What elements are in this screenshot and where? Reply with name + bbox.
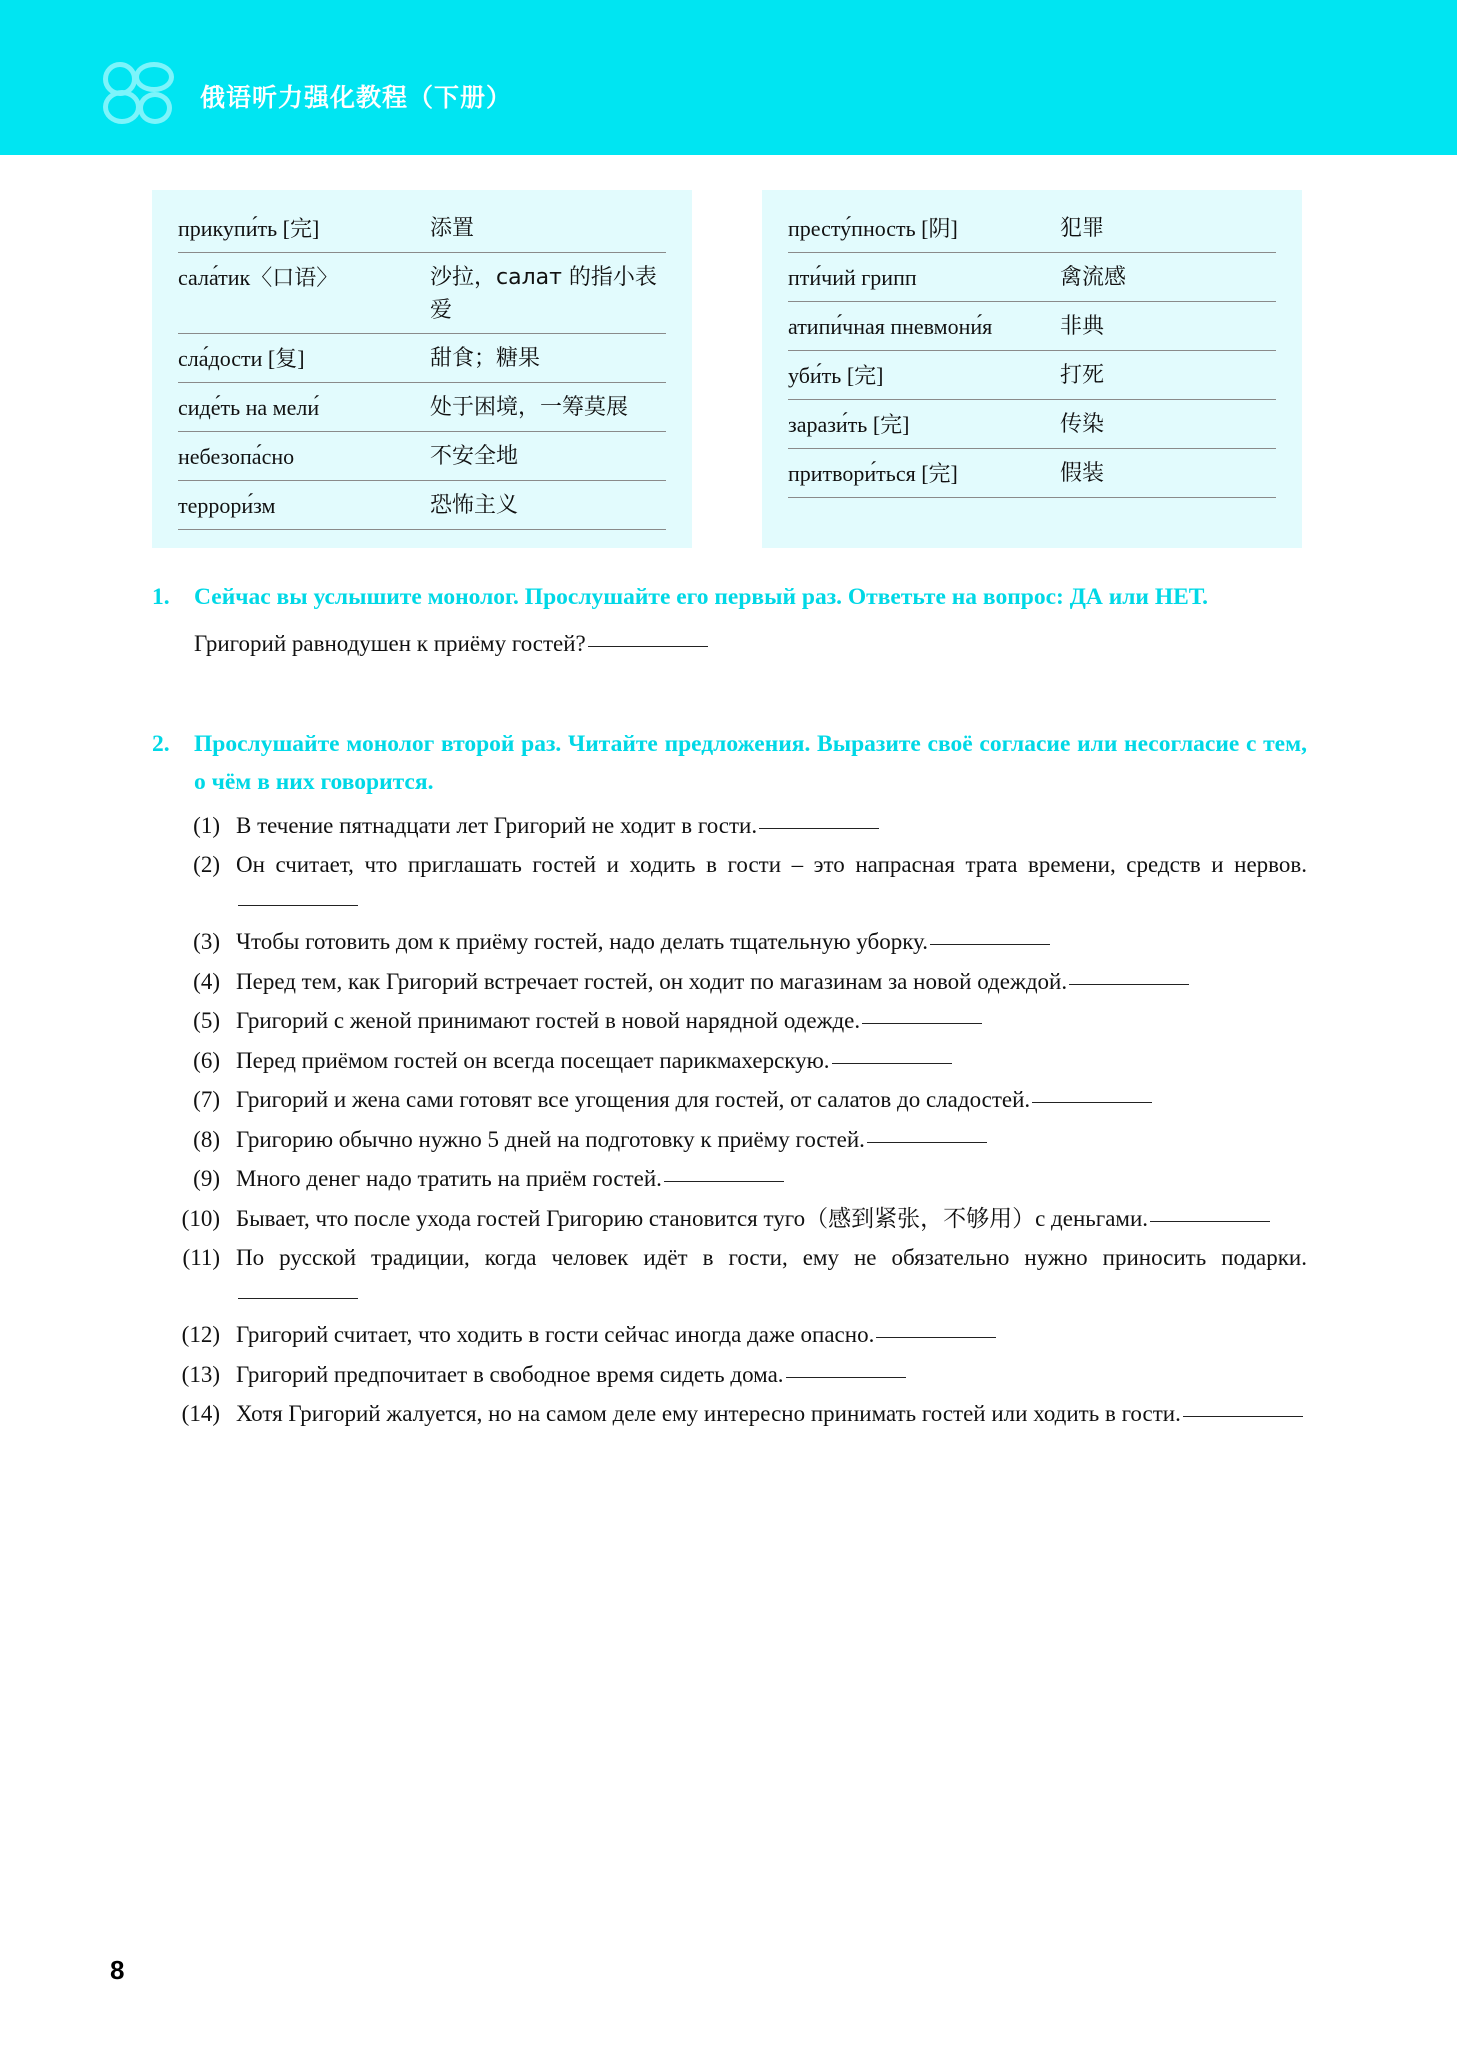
- vocabulary-term: сала́тик〈口语〉: [178, 265, 339, 290]
- vocabulary-row: [788, 449, 1276, 498]
- vocabulary-gloss: 恐怖主义: [430, 493, 519, 518]
- vocabulary-box-left: [152, 190, 692, 548]
- item-sentence: По русской традиции, когда человек идёт в гости, ему не обязательно нужно приносить подарки.: [236, 1245, 1307, 1271]
- item-number: (4): [193, 968, 220, 994]
- list-item: [152, 1042, 1307, 1079]
- exercises-section: [152, 578, 1307, 1443]
- vocabulary-gloss: 沙拉，салат 的指小表爱: [430, 265, 657, 323]
- answer-blank[interactable]: [930, 943, 1050, 945]
- vocabulary-term: пти́чий грипп: [788, 265, 917, 290]
- vocabulary-term: зарази́ть [完]: [788, 412, 910, 437]
- list-item: [152, 1239, 1307, 1314]
- task-1: [152, 578, 1307, 663]
- vocabulary-gloss: 甜食；糖果: [430, 346, 541, 371]
- item-sentence: Много денег надо тратить на приём гостей.: [236, 1166, 662, 1192]
- item-sentence: Григорий предпочитает в свободное время сидеть дома.: [236, 1361, 784, 1387]
- item-sentence: Бывает, что после ухода гостей Григорию становится туго（感到紧张，不够用）с деньгами.: [236, 1205, 1149, 1231]
- answer-blank[interactable]: [832, 1062, 952, 1064]
- item-number: (11): [182, 1245, 220, 1271]
- item-number: (10): [181, 1205, 220, 1231]
- vocabulary-row: [178, 253, 666, 334]
- item-number: (13): [181, 1361, 220, 1387]
- vocabulary-gloss: 添置: [430, 216, 475, 241]
- task-1-number: 1.: [152, 584, 170, 610]
- vocabulary-term: сиде́ть на мели́: [178, 395, 320, 420]
- list-item: [152, 846, 1307, 921]
- item-text: [236, 1042, 1307, 1079]
- vocabulary-gloss: 假装: [1060, 461, 1105, 486]
- item-number: (3): [193, 929, 220, 955]
- list-item: [152, 1121, 1307, 1158]
- task-1-heading: [152, 578, 1307, 616]
- vocabulary-row: [788, 400, 1276, 449]
- vocabulary-term: престу́пность [阴]: [788, 216, 958, 241]
- item-text: [236, 1081, 1307, 1118]
- vocabulary-row: [178, 432, 666, 481]
- item-text: [236, 923, 1307, 960]
- task-1-question: Григорий равнодушен к приёму гостей?: [194, 631, 586, 657]
- list-item: [152, 1002, 1307, 1039]
- item-text: [236, 807, 1307, 844]
- list-item: [152, 963, 1307, 1000]
- vocabulary-gloss: 非典: [1060, 314, 1105, 339]
- item-number: (9): [193, 1166, 220, 1192]
- item-number: (14): [181, 1401, 220, 1427]
- answer-blank[interactable]: [238, 904, 358, 906]
- answer-blank[interactable]: [1032, 1101, 1152, 1103]
- list-item: [152, 1160, 1307, 1197]
- item-text: [236, 963, 1307, 1000]
- list-item: [152, 1200, 1307, 1237]
- item-number: (1): [193, 812, 220, 838]
- vocabulary-row: [178, 383, 666, 432]
- item-text: [236, 1002, 1307, 1039]
- vocabulary-box-right: [762, 190, 1302, 548]
- answer-blank[interactable]: [588, 645, 708, 647]
- vocabulary-term: притвори́ться [完]: [788, 461, 958, 486]
- list-item: [152, 923, 1307, 960]
- list-item: [152, 1356, 1307, 1393]
- item-text: [236, 1121, 1307, 1158]
- item-text: [236, 1316, 1307, 1353]
- vocabulary-gloss: 处于困境，一筹莫展: [430, 395, 629, 420]
- item-sentence: Перед приёмом гостей он всегда посещает парикмахерскую.: [236, 1047, 830, 1073]
- answer-blank[interactable]: [1069, 983, 1189, 985]
- vocabulary-row: [178, 334, 666, 383]
- answer-blank[interactable]: [664, 1180, 784, 1182]
- list-item: [152, 1395, 1307, 1432]
- vocabulary-row: [788, 253, 1276, 302]
- vocabulary-row: [788, 351, 1276, 400]
- vocabulary-term: уби́ть [完]: [788, 363, 884, 388]
- vocabulary-term: небезопа́сно: [178, 444, 295, 469]
- item-number: (12): [181, 1322, 220, 1348]
- task-1-question-line: [194, 626, 1307, 663]
- answer-blank[interactable]: [1183, 1415, 1303, 1417]
- task-2-number: 2.: [152, 730, 170, 757]
- answer-blank[interactable]: [786, 1376, 906, 1378]
- vocabulary-term: сла́дости [复]: [178, 346, 305, 371]
- list-item: [152, 807, 1307, 844]
- item-number: (8): [193, 1126, 220, 1152]
- vocabulary-gloss: 犯罪: [1060, 216, 1105, 241]
- vocabulary-gloss: 禽流感: [1060, 265, 1127, 290]
- answer-blank[interactable]: [238, 1297, 358, 1299]
- vocabulary-term: террори́зм: [178, 493, 276, 518]
- item-sentence: Чтобы готовить дом к приёму гостей, надо делать тщательную уборку.: [236, 929, 928, 955]
- task-2-item-list: [152, 807, 1307, 1433]
- item-sentence: Перед тем, как Григорий встречает гостей, он ходит по магазинам за новой одеждой.: [236, 968, 1068, 994]
- item-text: [236, 1239, 1307, 1314]
- page-header-band: [0, 0, 1457, 155]
- item-number: (2): [193, 852, 220, 878]
- item-sentence: Хотя Григорий жалуется, но на самом деле ему интересно принимать гостей или ходить в гости.: [236, 1401, 1181, 1427]
- item-text: [236, 1395, 1307, 1432]
- vocabulary-section: [152, 190, 1302, 548]
- page-number: 8: [110, 1955, 125, 1985]
- item-sentence: Григорий с женой принимают гостей в новой нарядной одежде.: [236, 1008, 861, 1034]
- item-sentence: Григорий считает, что ходить в гости сейчас иногда даже опасно.: [236, 1322, 875, 1348]
- item-text: [236, 846, 1307, 921]
- vocabulary-row: [178, 481, 666, 530]
- item-sentence: В течение пятнадцати лет Григорий не ходит в гости.: [236, 812, 758, 838]
- task-2-instruction: Прослушайте монолог второй раз. Читайте предложения. Выразите своё согласие или несогласие с тем, о чём в них говорится.: [194, 730, 1307, 795]
- answer-blank[interactable]: [862, 1022, 982, 1024]
- item-number: (7): [193, 1087, 220, 1113]
- vocabulary-gloss: 不安全地: [430, 444, 519, 469]
- item-number: (5): [193, 1008, 220, 1034]
- vocabulary-gloss: 传染: [1060, 412, 1105, 437]
- vocabulary-term: атипи́чная пневмони́я: [788, 314, 993, 339]
- list-item: [152, 1316, 1307, 1353]
- vocabulary-gloss: 打死: [1060, 363, 1105, 388]
- list-item: [152, 1081, 1307, 1118]
- item-text: [236, 1160, 1307, 1197]
- item-text: [236, 1200, 1307, 1237]
- vocabulary-row: [788, 302, 1276, 351]
- task-1-instruction: Сейчас вы услышите монолог. Прослушайте его первый раз. Ответьте на вопрос: ДА или НЕТ.: [194, 584, 1208, 610]
- flower-blob-icon: [103, 62, 177, 124]
- book-title: 俄语听力强化教程（下册）: [200, 84, 513, 112]
- answer-blank[interactable]: [759, 827, 879, 829]
- item-text: [236, 1356, 1307, 1393]
- answer-blank[interactable]: [1150, 1220, 1270, 1222]
- item-sentence: Григорий и жена сами готовят все угощения для гостей, от салатов до сладостей.: [236, 1087, 1031, 1113]
- answer-blank[interactable]: [876, 1336, 996, 1338]
- vocabulary-row: [788, 204, 1276, 253]
- vocabulary-term: прикупи́ть [完]: [178, 216, 320, 241]
- item-sentence: Он считает, что приглашать гостей и ходить в гости – это напрасная трата времени, средств и нервов.: [236, 852, 1307, 878]
- task-2-heading: [152, 725, 1307, 801]
- task-2: [152, 725, 1307, 1433]
- answer-blank[interactable]: [867, 1141, 987, 1143]
- item-sentence: Григорию обычно нужно 5 дней на подготовку к приёму гостей.: [236, 1126, 865, 1152]
- vocabulary-row: [178, 204, 666, 253]
- item-number: (6): [193, 1047, 220, 1073]
